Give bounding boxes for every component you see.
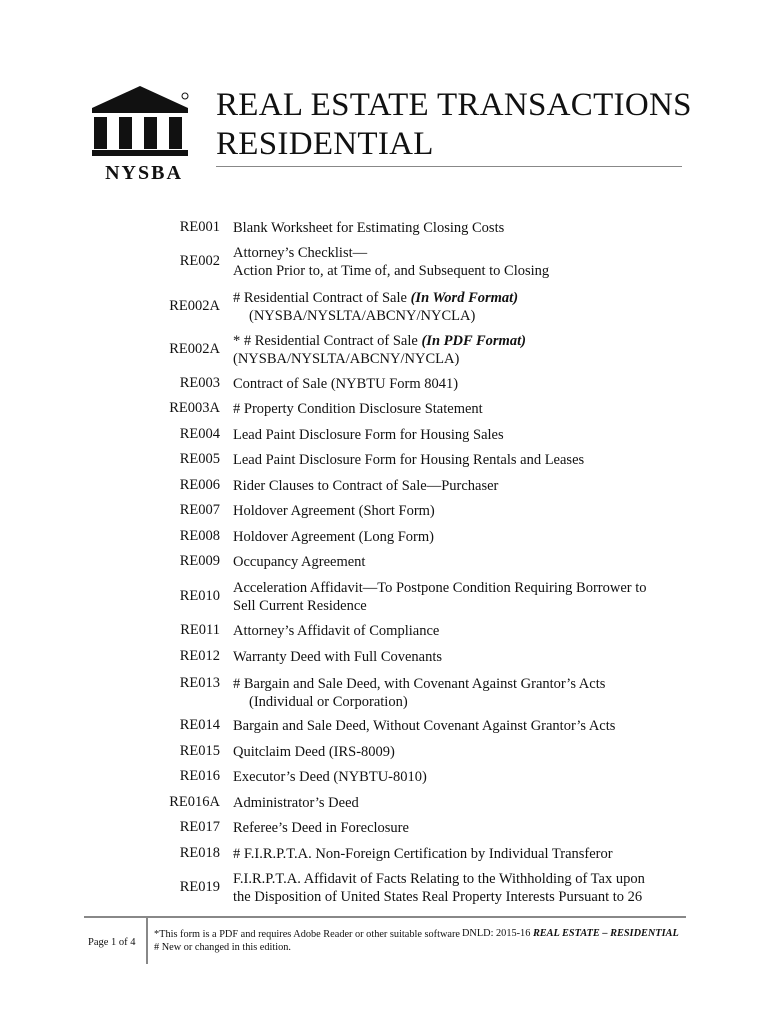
form-title: Attorney’s Affidavit of Compliance [233,623,440,639]
form-title [233,332,683,350]
form-code: RE004 [179,426,220,442]
form-code: RE019 [179,879,220,895]
nysba-logo [88,84,200,190]
form-title: Acceleration Affidavit—To Postpone Condition Requiring Borrower to [233,580,647,596]
form-title: Occupancy Agreement [233,554,366,570]
form-code: RE007 [179,502,220,518]
form-code: RE005 [179,451,220,467]
form-title: Administrator’s Deed [233,795,359,811]
form-code: RE006 [179,477,220,493]
form-code: RE003 [179,375,220,391]
logo-text: NYSBA [105,162,183,184]
form-title: Blank Worksheet for Estimating Closing Costs [233,220,505,236]
form-title: # F.I.R.P.T.A. Non-Foreign Certification by Individual Transferor [233,846,613,862]
form-code: RE016A [169,794,220,810]
form-code: RE003A [169,400,220,416]
form-title-cont: (NYSBA/NYSLTA/ABCNY/NYCLA) [249,308,476,324]
form-code: RE018 [179,845,220,861]
footer-divider [84,916,686,918]
format-note: (In Word Format) [410,290,519,306]
form-title-cont: Action Prior to, at Time of, and Subsequent to Closing [233,263,550,279]
form-title: F.I.R.P.T.A. Affidavit of Facts Relating to the Withholding of Tax upon [233,871,645,887]
form-title: Contract of Sale (NYBTU Form 8041) [233,376,459,392]
form-code: RE015 [179,743,220,759]
form-code: RE002 [179,253,220,269]
form-title: Bargain and Sale Deed, Without Covenant Against Grantor’s Acts [233,718,616,734]
dnld-code: DNLD: 2015-16 [462,928,533,939]
form-title: Holdover Agreement (Long Form) [233,529,434,545]
footnote-pdf: *This form is a PDF and requires Adobe Reader or other suitable software [154,929,460,940]
download-label [462,928,679,939]
form-title-text: # Residential Contract of Sale [233,290,411,306]
footnote-new: # New or changed in this edition. [154,942,291,953]
form-title-cont: (NYSBA/NYSLTA/ABCNY/NYCLA) [233,351,460,367]
page-title [216,86,692,164]
form-code: RE002A [169,341,220,357]
form-code: RE011 [180,622,220,638]
title-line-2: RESIDENTIAL [216,126,434,162]
form-title: # Property Condition Disclosure Statement [233,401,483,417]
form-code: RE009 [179,553,220,569]
form-title: Lead Paint Disclosure Form for Housing Sales [233,427,504,443]
title-line-1: REAL ESTATE TRANSACTIONS [216,87,692,123]
form-title-text: * # Residential Contract of Sale [233,333,422,349]
form-title: Quitclaim Deed (IRS-8009) [233,744,395,760]
form-title: Executor’s Deed (NYBTU-8010) [233,769,427,785]
dnld-title: REAL ESTATE – RESIDENTIAL [532,928,679,939]
page-number: Page 1 of 4 [88,937,136,948]
form-title: Warranty Deed with Full Covenants [233,649,443,665]
format-note: (In PDF Format) [421,333,526,349]
courthouse-icon [88,84,200,162]
form-title: Attorney’s Checklist— [233,245,368,261]
form-code: RE016 [179,768,220,784]
form-title: Holdover Agreement (Short Form) [233,503,435,519]
form-code: RE012 [179,648,220,664]
footer-vertical-divider [146,916,148,964]
form-title-cont: Sell Current Residence [233,598,367,614]
form-code: RE001 [179,219,220,235]
form-title: Rider Clauses to Contract of Sale—Purchaser [233,478,499,494]
form-title [233,289,683,307]
form-title: Lead Paint Disclosure Form for Housing Rentals and Leases [233,452,585,468]
form-title: Referee’s Deed in Foreclosure [233,820,409,836]
form-code: RE008 [179,528,220,544]
form-title-cont: the Disposition of United States Real Property Interests Pursuant to 26 [233,889,643,905]
title-divider [216,166,682,167]
form-code: RE013 [179,675,220,691]
form-title: # Bargain and Sale Deed, with Covenant Against Grantor’s Acts [233,676,606,692]
form-code: RE017 [179,819,220,835]
form-code: RE010 [179,588,220,604]
footnotes [154,928,460,954]
form-code: RE014 [179,717,220,733]
form-code: RE002A [169,298,220,314]
form-title-cont: (Individual or Corporation) [249,694,408,710]
